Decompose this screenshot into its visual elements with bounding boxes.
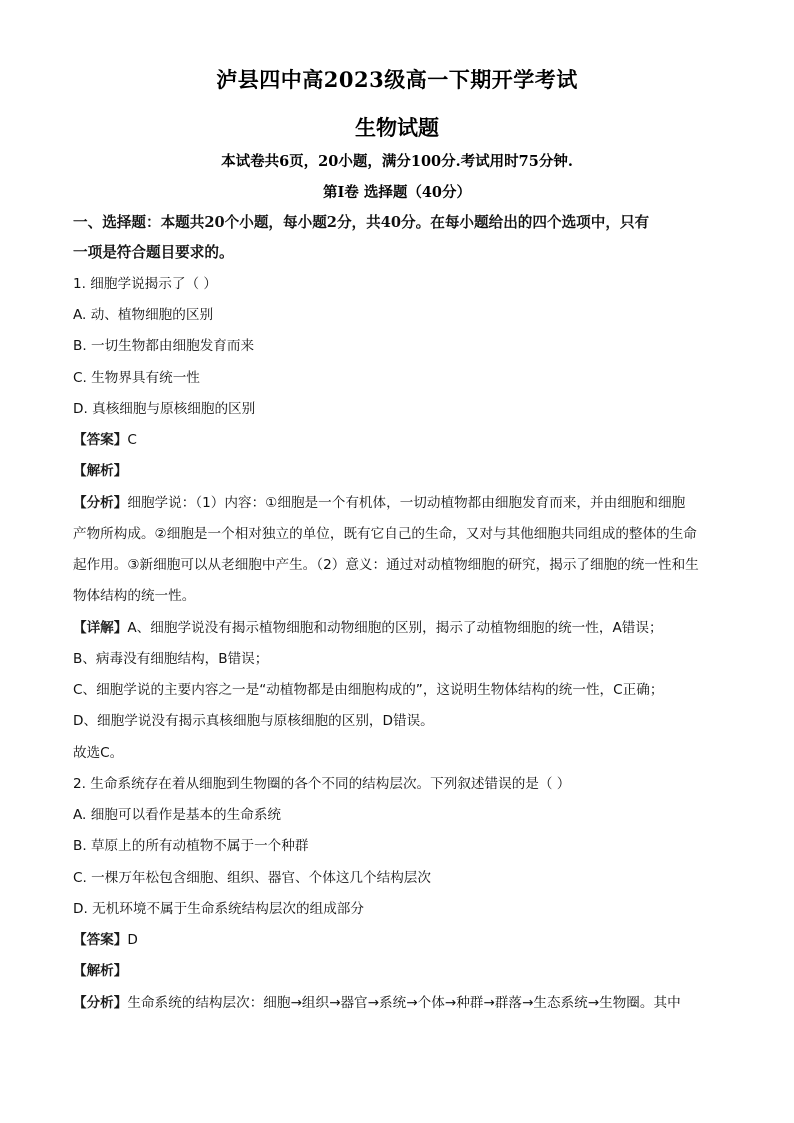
q1-answer bbox=[73, 430, 723, 450]
answer-tag: 【答案】 bbox=[73, 932, 128, 948]
exam-info: 本试卷共6页，20小题，满分100分.考试用时75分钟. bbox=[221, 153, 573, 170]
q2-option-d: D. 无机环境不属于生命系统结构层次的组成部分 bbox=[73, 901, 364, 917]
analysis-tag: 【解析】 bbox=[73, 963, 128, 979]
section-instruction-line2: 一项是符合题目要求的。 bbox=[73, 244, 234, 261]
q2-fenxi-line1 bbox=[73, 993, 723, 1013]
section-instruction-line1: 一、选择题：本题共20个小题，每小题2分，共40分。在每小题给出的四个选项中，只有 bbox=[73, 214, 650, 231]
fenxi-tag: 【分析】 bbox=[73, 495, 128, 511]
volume-heading: 第Ⅰ卷 选择题（40分） bbox=[322, 184, 471, 201]
q1-analysis-tag bbox=[73, 461, 723, 481]
exam-title: 泸县四中高2023级高一下期开学考试 bbox=[216, 67, 578, 92]
q2-stem: 2. 生命系统存在着从细胞到生物圈的各个不同的结构层次。下列叙述错误的是（ ） bbox=[73, 776, 571, 792]
q2-option-a: A. 细胞可以看作是基本的生命系统 bbox=[73, 807, 282, 823]
q2-option-b: B. 草原上的所有动植物不属于一个种群 bbox=[73, 838, 309, 854]
q2-option-c: C. 一棵万年松包含细胞、组织、器官、个体这几个结构层次 bbox=[73, 870, 431, 886]
answer-value: C bbox=[127, 432, 137, 448]
q1-fenxi-line4: 物体结构的统一性。 bbox=[73, 588, 196, 604]
q2-answer bbox=[73, 930, 723, 950]
q1-fenxi-line2: 产物所构成。②细胞是一个相对独立的单位，既有它自己的生命，又对与其他细胞共同组成的整体的生命 bbox=[73, 526, 697, 542]
detail-text: A、细胞学说没有揭示植物细胞和动物细胞的区别，揭示了动植物细胞的统一性，A错误； bbox=[127, 620, 663, 636]
q1-detail-b: B、病毒没有细胞结构，B错误； bbox=[73, 651, 269, 667]
fenxi-text: 生命系统的结构层次：细胞→组织→器官→系统→个体→种群→群落→生态系统→生物圈。其中 bbox=[127, 995, 681, 1011]
q1-stem: 1. 细胞学说揭示了（ ） bbox=[73, 276, 217, 292]
answer-tag: 【答案】 bbox=[73, 432, 128, 448]
q1-conclusion: 故选C。 bbox=[73, 745, 124, 761]
q1-option-a: A. 动、植物细胞的区别 bbox=[73, 307, 214, 323]
q1-detail-a bbox=[73, 618, 723, 638]
q1-option-d: D. 真核细胞与原核细胞的区别 bbox=[73, 401, 256, 417]
q2-analysis-tag bbox=[73, 961, 723, 981]
q1-detail-c: C、细胞学说的主要内容之一是“动植物都是由细胞构成的”，这说明生物体结构的统一性，C正确； bbox=[73, 682, 664, 698]
answer-value: D bbox=[127, 932, 138, 948]
subject-title: 生物试题 bbox=[355, 115, 439, 140]
detail-tag: 【详解】 bbox=[73, 620, 128, 636]
analysis-tag: 【解析】 bbox=[73, 463, 128, 479]
fenxi-text: 细胞学说：（1）内容：①细胞是一个有机体，一切动植物都由细胞发育而来，并由细胞和细胞 bbox=[127, 495, 686, 511]
q1-fenxi-line1 bbox=[73, 493, 723, 513]
q1-option-c: C. 生物界具有统一性 bbox=[73, 370, 200, 386]
q1-fenxi-line3: 起作用。③新细胞可以从老细胞中产生。（2）意义：通过对动植物细胞的研究，揭示了细胞的统一性和生 bbox=[73, 557, 699, 573]
q1-detail-d: D、细胞学说没有揭示真核细胞与原核细胞的区别，D错误。 bbox=[73, 713, 434, 729]
q1-option-b: B. 一切生物都由细胞发育而来 bbox=[73, 338, 255, 354]
fenxi-tag: 【分析】 bbox=[73, 995, 128, 1011]
